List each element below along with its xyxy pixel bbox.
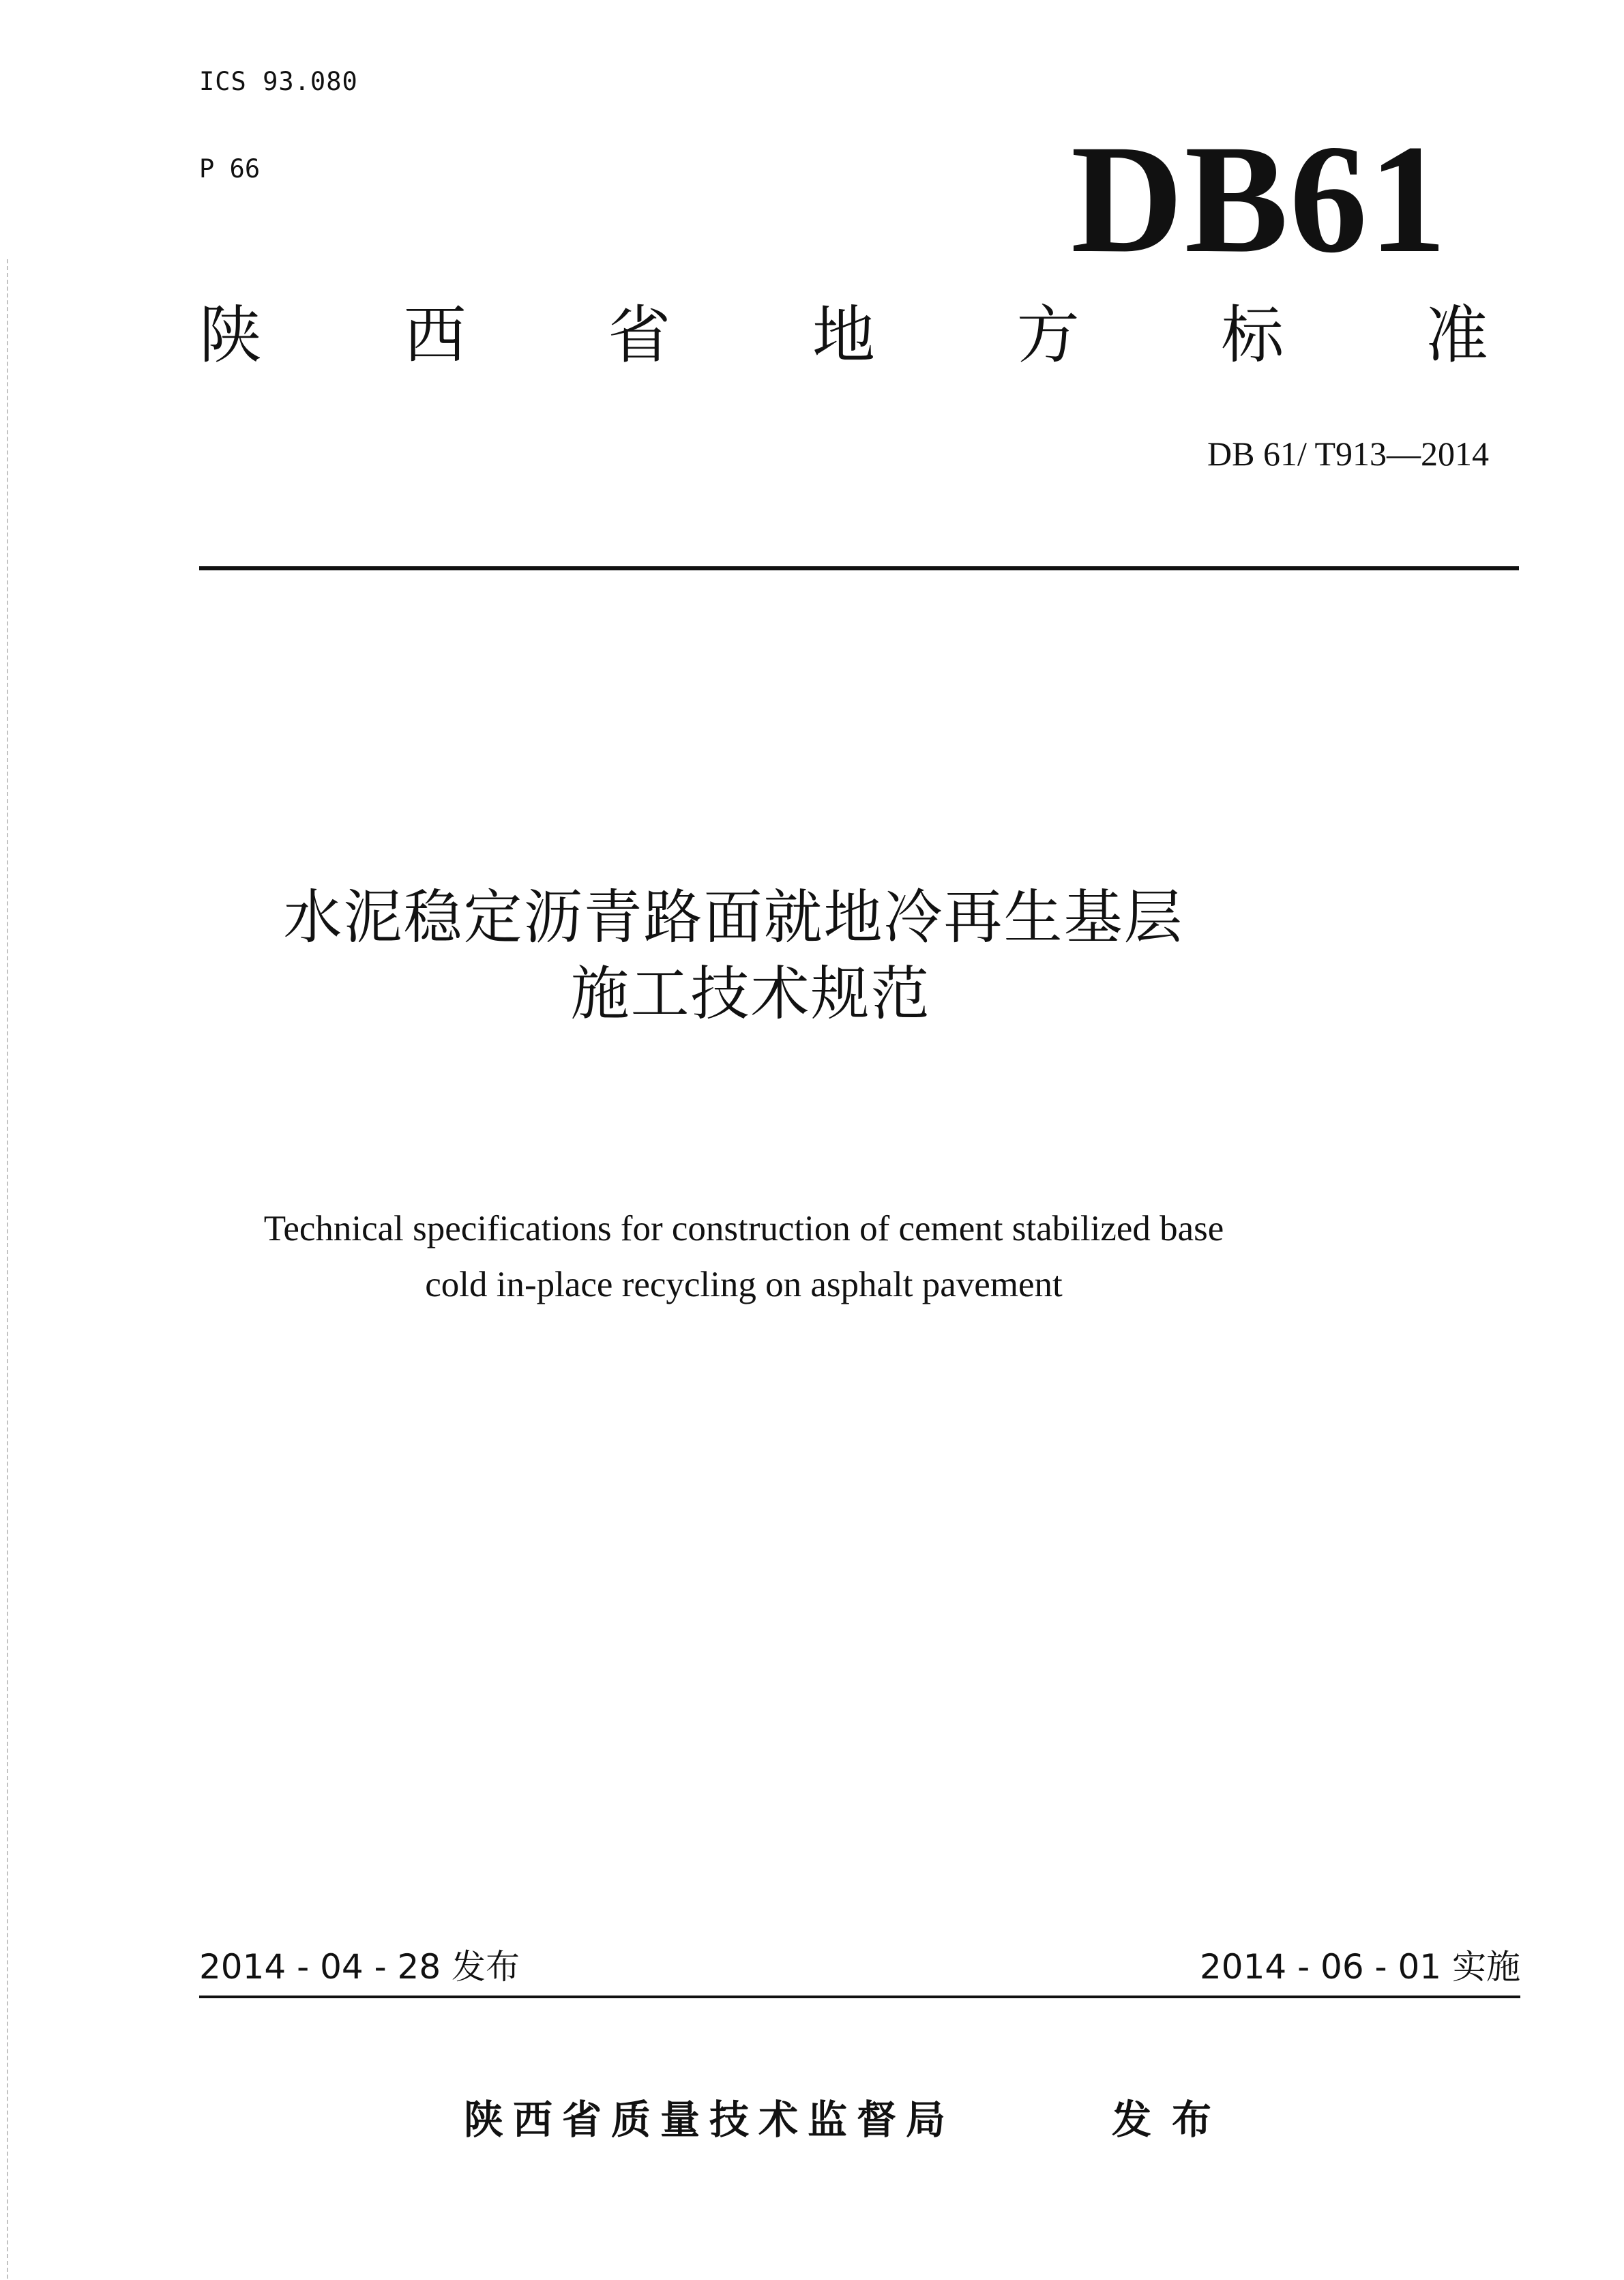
standard-type-char: 标 <box>1221 299 1284 372</box>
db61-logo: DB61 <box>1071 113 1448 285</box>
english-title-line-1: Technical specifications for construction of cement stabilized base <box>263 1209 1224 1248</box>
implementation-date: 2014 - 06 - 01 实施 <box>1199 1947 1520 1987</box>
chinese-title-line-2: 施工技术规范 <box>570 959 931 1028</box>
standard-number: DB 61/ T913—2014 <box>1207 435 1489 473</box>
chinese-title-line-1: 水泥稳定沥青路面就地冷再生基层 <box>283 883 1184 952</box>
standard-type-char: 方 <box>1016 299 1080 372</box>
issue-date: 2014 - 04 - 28 发布 <box>199 1947 520 1987</box>
standard-type-char: 准 <box>1425 299 1488 372</box>
english-title-line-2: cold in-place recycling on asphalt pavement <box>425 1265 1063 1305</box>
standard-type-char: 西 <box>403 299 467 372</box>
issuing-authority: 陕西省质量技术监督局 <box>464 2096 956 2143</box>
standard-type-char: 陕 <box>199 299 263 372</box>
chinese-title <box>0 880 1624 1033</box>
standard-type-char: 地 <box>812 299 875 372</box>
ics-code: ICS 93.080 <box>199 67 358 96</box>
standard-type-char: 省 <box>608 299 671 372</box>
header-divider <box>199 566 1519 570</box>
issue-verb: 发布 <box>1112 2096 1232 2143</box>
p-code: P 66 <box>199 154 261 184</box>
standard-type-heading <box>199 299 1488 372</box>
footer-divider <box>199 1996 1520 1998</box>
english-title <box>0 1201 1624 1313</box>
